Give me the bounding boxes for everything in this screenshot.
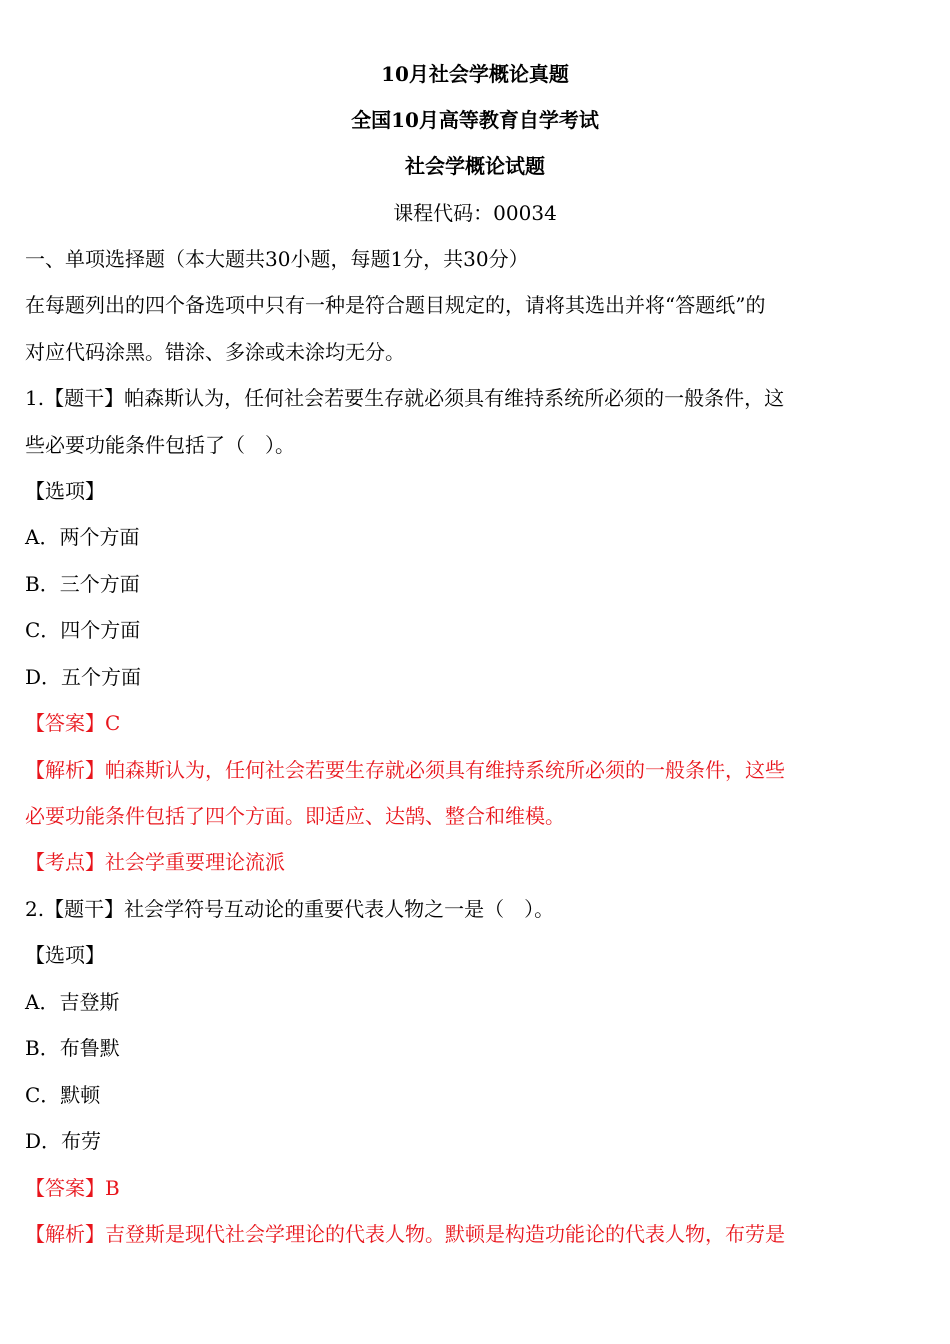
option-d: D．五个方面 <box>25 665 142 689</box>
question-stem: 些必要功能条件包括了（ ）。 <box>25 433 295 457</box>
analysis: 必要功能条件包括了四个方面。即适应、达鹄、整合和维模。 <box>25 804 565 828</box>
option-c: C．默顿 <box>25 1083 101 1107</box>
question-stem: 1.【题干】帕森斯认为，任何社会若要生存就必须具有维持系统所必须的一般条件，这 <box>25 386 785 410</box>
answer: 【答案】C <box>25 711 121 735</box>
options-label: 【选项】 <box>25 943 105 967</box>
doc-title: 10月社会学概论真题 <box>381 62 569 86</box>
analysis: 【解析】帕森斯认为，任何社会若要生存就必须具有维持系统所必须的一般条件，这些 <box>25 758 785 782</box>
instructions-line: 在每题列出的四个备选项中只有一种是符合题目规定的，请将其选出并将“答题纸”的 <box>25 293 766 317</box>
option-b: B．三个方面 <box>25 572 140 596</box>
option-b: B．布鲁默 <box>25 1036 120 1060</box>
question-stem: 2.【题干】社会学符号互动论的重要代表人物之一是（ ）。 <box>25 897 555 921</box>
exam-point: 【考点】社会学重要理论流派 <box>25 850 285 874</box>
section-heading: 一、单项选择题（本大题共30小题，每题1分，共30分） <box>25 247 529 271</box>
option-a: A．两个方面 <box>25 525 140 549</box>
analysis: 【解析】吉登斯是现代社会学理论的代表人物。默顿是构造功能论的代表人物，布劳是 <box>25 1222 785 1246</box>
instructions-line: 对应代码涂黑。错涂、多涂或未涂均无分。 <box>25 340 405 364</box>
course-code: 课程代码：00034 <box>393 201 557 225</box>
exam-title: 全国10月高等教育自学考试 <box>351 108 599 132</box>
answer: 【答案】B <box>25 1176 120 1200</box>
options-label: 【选项】 <box>25 479 105 503</box>
option-c: C．四个方面 <box>25 618 141 642</box>
option-d: D．布劳 <box>25 1129 102 1153</box>
option-a: A．吉登斯 <box>25 990 120 1014</box>
paper-title: 社会学概论试题 <box>405 154 545 178</box>
